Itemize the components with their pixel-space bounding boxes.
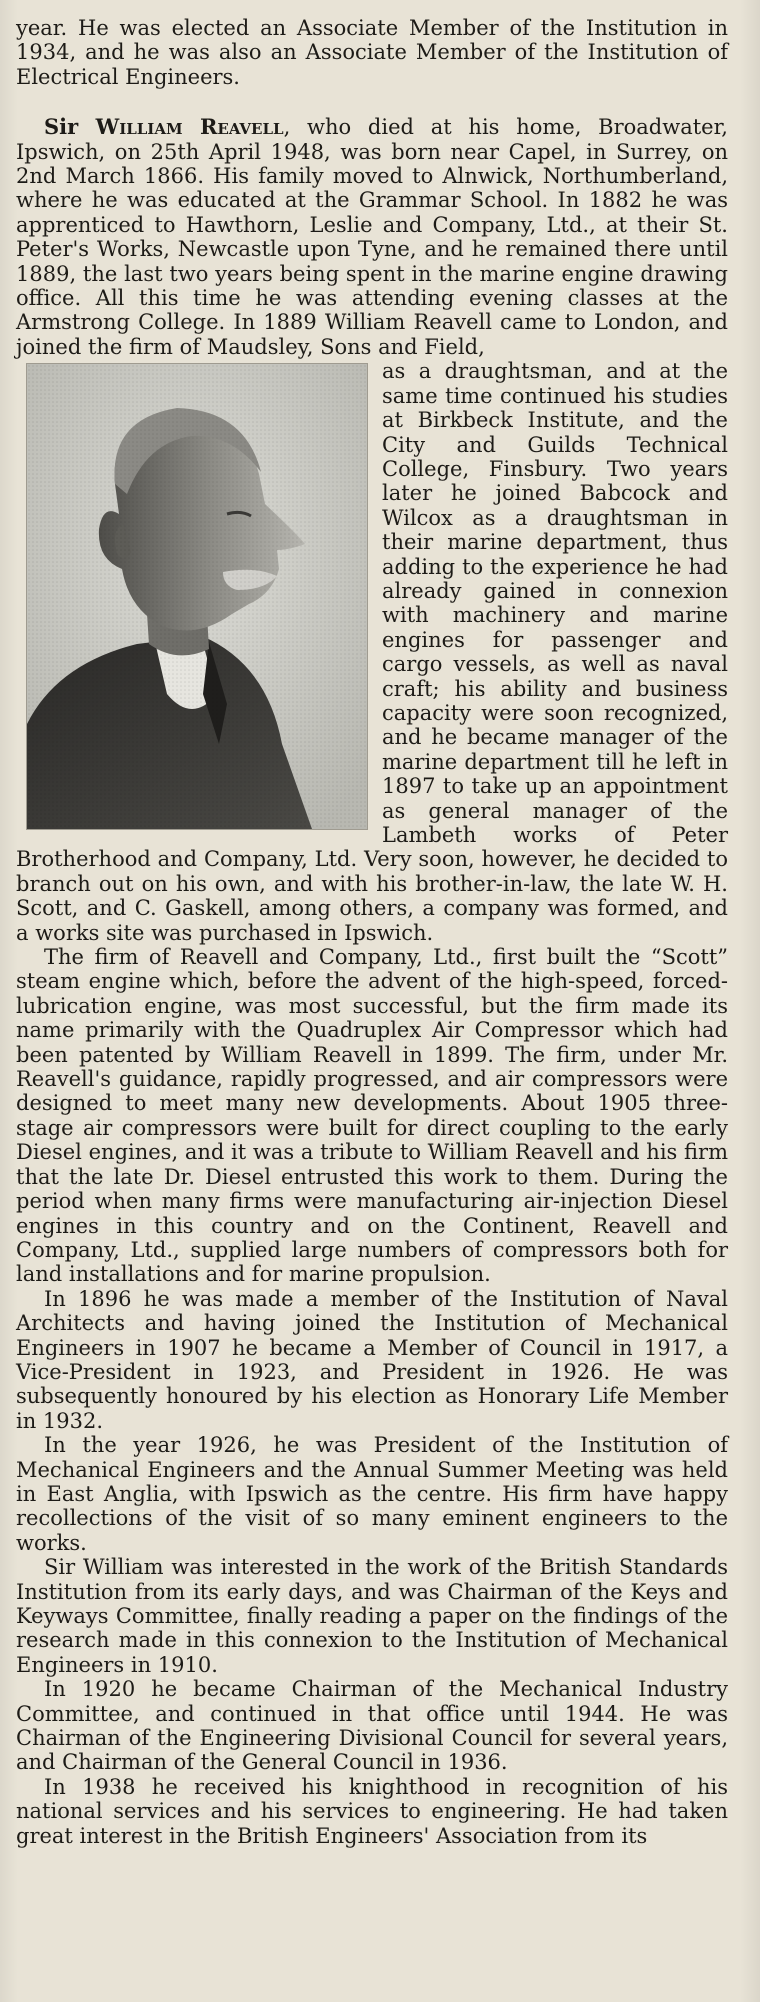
paragraph-7: In 1938 he received his knighthood in recognition of his national services and his services to engineering. He had taken great interest in the British Engineers' Association from its bbox=[16, 1774, 728, 1848]
person-name-title: Sir bbox=[44, 114, 96, 140]
paragraph-1-continued: as a draughtsman, and at the same time continued his studies at Birkbeck Institute, and the City and Guilds Technical College, Finsbury. Two years later he joined Babcock and Wilcox as a draughtsman in their marine department, thus adding to the experience he had already gained in connexion with machinery and marine engines for passenger and cargo vessels, as well as naval craft; his ability and business capacity were soon recognized, and he became manager of the marine department till he left in 1897 to take up an appointment as general manager of the Lambeth works of Peter Brotherhood and Company, Ltd. Very soon, however, he decided to branch out on his own, and with his brother-in-law, the late W. H. Scott, and C. Gaskell, among others, a company was formed, and a works site was purchased in Ipswich. bbox=[16, 359, 728, 945]
paragraph-1 bbox=[16, 115, 728, 359]
paragraph-4: In the year 1926, he was President of the Institution of Mechanical Engineers and the Annual Summer Meeting was held in East Anglia, with Ipswich as the centre. His firm have happy recollections of the visit of so many eminent engineers to the works. bbox=[16, 1433, 728, 1555]
portrait-photo bbox=[26, 363, 368, 830]
paragraph-5: Sir William was interested in the work of the British Standards Institution from its early days, and was Chairman of the Keys and Keyways Committee, finally reading a paper on the findings of the research made in this connexion to the Institution of Mechanical Engineers in 1910. bbox=[16, 1555, 728, 1677]
portrait-illustration bbox=[27, 364, 367, 829]
paragraph-6: In 1920 he became Chairman of the Mechanical Industry Committee, and continued in that office until 1944. He was Chairman of the Engineering Divisional Council for several years, and Chairman of the General Council in 1936. bbox=[16, 1677, 728, 1775]
paragraph-2: The firm of Reavell and Company, Ltd., first built the “Scott” steam engine which, before the advent of the high-speed, forced-lubrication engine, was most successful, but the firm made its name primarily with the Quadruplex Air Compressor which had been patented by William Reavell in 1899. The firm, under Mr. Reavell's guidance, rapidly progressed, and air compressors were designed to meet many new developments. About 1905 three-stage air compressors were built for direct coupling to the early Diesel engines, and it was a tribute to William Reavell and his firm that the late Dr. Diesel entrusted this work to them. During the period when many firms were manufacturing air-injection Diesel engines in this country and on the Continent, Reavell and Company, Ltd., supplied large numbers of compressors both for land installations and for marine propulsion. bbox=[16, 945, 728, 1287]
running-head bbox=[16, 0, 746, 8]
person-name bbox=[44, 114, 284, 139]
paragraph-1-body: , who died at his home, Broadwater, Ipswich, on 25th April 1948, was born near Capel, in Surrey, on 2nd March 1866. His family moved to Alnwick, Northumberland, where he was educated at the Grammar School. In 1882 he was apprenticed to Hawthorn, Leslie and Company, Ltd., at their St. Peter's Works, Newcastle upon Tyne, and he remained there until 1889, the last two years being spent in the marine engine drawing office. All this time he was attending evening classes at the Armstrong College. In 1889 William Reavell came to London, and joined the firm of Maudsley, Sons and Field, bbox=[16, 115, 728, 359]
obituary-text bbox=[16, 16, 728, 1848]
person-name-smallcaps: William Reavell bbox=[95, 114, 284, 140]
paragraph-1-block bbox=[16, 115, 728, 945]
paragraph-0: year. He was elected an Associate Member of the Institution in 1934, and he was also an Associate Member of the Institution of Electrical Engineers. bbox=[16, 16, 728, 89]
paragraph-3: In 1896 he was made a member of the Institution of Naval Architects and having joined the Institution of Mechanical Engineers in 1907 he became a Member of Council in 1917, a Vice-President in 1923, and President in 1926. He was subsequently honoured by his election as Honorary Life Member in 1932. bbox=[16, 1286, 728, 1433]
